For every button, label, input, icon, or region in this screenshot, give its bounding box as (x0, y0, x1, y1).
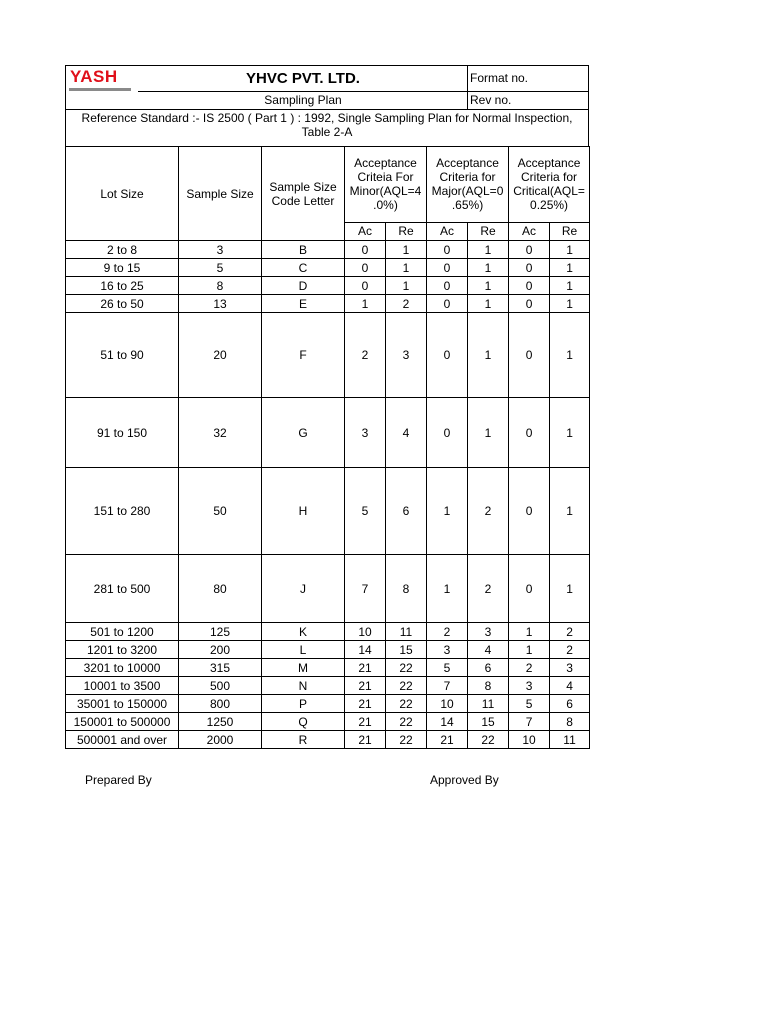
minor-re-cell: 1 (386, 259, 427, 277)
minor-ac-header: Ac (345, 222, 386, 240)
table-row (66, 277, 590, 295)
critical-re-cell: 1 (550, 241, 590, 259)
critical-ac-cell: 3 (509, 677, 550, 695)
table-row (66, 555, 590, 623)
code-letter-cell: N (262, 677, 345, 695)
minor-re-cell: 22 (386, 731, 427, 749)
lot-size-cell: 91 to 150 (66, 398, 179, 468)
major-ac-cell: 1 (427, 555, 468, 623)
minor-ac-cell: 0 (345, 241, 386, 259)
critical-re-cell: 1 (550, 555, 590, 623)
lot-size-cell: 281 to 500 (66, 555, 179, 623)
format-no-label: Format no. (470, 71, 529, 85)
major-re-cell: 15 (468, 713, 509, 731)
major-ac-cell: 1 (427, 468, 468, 555)
code-letter-cell: P (262, 695, 345, 713)
code-letter-cell: J (262, 555, 345, 623)
major-ac-cell: 5 (427, 659, 468, 677)
major-ac-cell: 7 (427, 677, 468, 695)
critical-re-cell: 2 (550, 641, 590, 659)
major-re-cell: 2 (468, 468, 509, 555)
critical-ac-cell: 2 (509, 659, 550, 677)
code-letter-cell: H (262, 468, 345, 555)
code-letter-cell: Q (262, 713, 345, 731)
major-ac-cell: 3 (427, 641, 468, 659)
major-ac-cell: 21 (427, 731, 468, 749)
lot-size-cell: 16 to 25 (66, 277, 179, 295)
major-re-cell: 1 (468, 313, 509, 398)
major-header-line-4: .65%) (451, 198, 484, 213)
minor-ac-cell: 2 (345, 313, 386, 398)
document-header (65, 65, 589, 146)
critical-re-cell: 1 (550, 398, 590, 468)
critical-ac-cell: 0 (509, 313, 550, 398)
sample-size-cell: 2000 (179, 731, 262, 749)
critical-re-cell: 11 (550, 731, 590, 749)
sample-size-cell: 500 (179, 677, 262, 695)
sample-size-cell: 13 (179, 295, 262, 313)
critical-re-cell: 2 (550, 623, 590, 641)
critical-re-cell: 3 (550, 659, 590, 677)
sample-size-cell: 200 (179, 641, 262, 659)
minor-re-cell: 22 (386, 713, 427, 731)
minor-re-cell: 8 (386, 555, 427, 623)
lot-size-cell: 1201 to 3200 (66, 641, 179, 659)
major-re-cell: 22 (468, 731, 509, 749)
code-letter-cell: L (262, 641, 345, 659)
approved-by-label: Approved By (430, 773, 499, 787)
lot-size-cell: 3201 to 10000 (66, 659, 179, 677)
minor-re-cell: 4 (386, 398, 427, 468)
major-ac-header: Ac (427, 222, 468, 240)
reference-line-1: Reference Standard :- IS 2500 ( Part 1 ) : 1992, Single Sampling Plan for Normal Inspection, (81, 111, 573, 125)
sample-size-cell: 50 (179, 468, 262, 555)
minor-re-cell: 6 (386, 468, 427, 555)
critical-header-line-2: Criteria for (521, 170, 578, 185)
major-ac-cell: 0 (427, 295, 468, 313)
sample-size-cell: 800 (179, 695, 262, 713)
code-letter-cell: R (262, 731, 345, 749)
critical-ac-cell: 0 (509, 468, 550, 555)
minor-re-cell: 3 (386, 313, 427, 398)
critical-header-line-4: 0.25%) (530, 198, 569, 213)
major-criteria-header (427, 147, 509, 223)
major-re-cell: 8 (468, 677, 509, 695)
sample-size-cell: 32 (179, 398, 262, 468)
lot-size-cell: 35001 to 150000 (66, 695, 179, 713)
minor-header-line-3: Minor(AQL=4 (349, 184, 422, 199)
critical-re-cell: 8 (550, 713, 590, 731)
critical-ac-cell: 1 (509, 641, 550, 659)
code-letter-header-line-2: Code Letter (271, 193, 335, 208)
major-ac-cell: 0 (427, 259, 468, 277)
minor-ac-cell: 21 (345, 659, 386, 677)
minor-header-line-1: Acceptance (354, 156, 417, 171)
major-ac-cell: 0 (427, 313, 468, 398)
minor-header-line-4: .0%) (373, 198, 398, 213)
sample-size-cell: 1250 (179, 713, 262, 731)
lot-size-cell: 150001 to 500000 (66, 713, 179, 731)
sample-size-cell: 80 (179, 555, 262, 623)
sample-size-cell: 8 (179, 277, 262, 295)
document-subtitle: Sampling Plan (264, 93, 342, 107)
minor-re-cell: 1 (386, 277, 427, 295)
minor-re-cell: 2 (386, 295, 427, 313)
minor-re-cell: 22 (386, 659, 427, 677)
minor-ac-cell: 0 (345, 277, 386, 295)
table-row (66, 695, 590, 713)
major-re-cell: 1 (468, 295, 509, 313)
major-header-line-2: Criteria for (439, 170, 496, 185)
logo-underline (69, 88, 131, 91)
lot-size-cell: 26 to 50 (66, 295, 179, 313)
minor-ac-cell: 14 (345, 641, 386, 659)
table-row (66, 468, 590, 555)
critical-ac-cell: 5 (509, 695, 550, 713)
minor-ac-cell: 21 (345, 677, 386, 695)
sampling-plan-sheet (65, 65, 589, 749)
code-letter-header (262, 147, 345, 241)
lot-size-cell: 9 to 15 (66, 259, 179, 277)
critical-ac-cell: 1 (509, 623, 550, 641)
critical-ac-cell: 0 (509, 241, 550, 259)
code-letter-cell: D (262, 277, 345, 295)
minor-re-cell: 1 (386, 241, 427, 259)
table-row (66, 713, 590, 731)
critical-re-cell: 4 (550, 677, 590, 695)
critical-re-cell: 1 (550, 277, 590, 295)
reference-divider (66, 109, 588, 110)
table-row (66, 731, 590, 749)
table-row (66, 241, 590, 259)
critical-ac-header: Ac (509, 222, 550, 240)
sample-size-cell: 315 (179, 659, 262, 677)
sample-size-cell: 125 (179, 623, 262, 641)
minor-re-cell: 11 (386, 623, 427, 641)
critical-criteria-header (509, 147, 590, 223)
critical-ac-cell: 7 (509, 713, 550, 731)
major-ac-cell: 0 (427, 277, 468, 295)
table-row (66, 398, 590, 468)
reference-line-2: Table 2-A (301, 125, 353, 139)
logo-cell (66, 66, 138, 91)
minor-ac-cell: 21 (345, 731, 386, 749)
minor-ac-cell: 5 (345, 468, 386, 555)
minor-ac-cell: 10 (345, 623, 386, 641)
code-letter-cell: M (262, 659, 345, 677)
code-letter-cell: C (262, 259, 345, 277)
code-letter-header-line-1: Sample Size (269, 179, 337, 194)
header-vertical-divider (467, 66, 468, 109)
lot-size-cell: 501 to 1200 (66, 623, 179, 641)
major-re-cell: 1 (468, 241, 509, 259)
column-header-row (66, 147, 590, 223)
lot-size-cell: 2 to 8 (66, 241, 179, 259)
major-ac-cell: 0 (427, 398, 468, 468)
major-ac-cell: 10 (427, 695, 468, 713)
major-header-line-1: Acceptance (436, 156, 499, 171)
major-re-cell: 1 (468, 398, 509, 468)
code-letter-cell: B (262, 241, 345, 259)
critical-re-cell: 1 (550, 313, 590, 398)
major-re-cell: 1 (468, 259, 509, 277)
minor-ac-cell: 1 (345, 295, 386, 313)
company-name: YHVC PVT. LTD. (246, 70, 360, 87)
sample-size-cell: 5 (179, 259, 262, 277)
minor-header-line-2: Criteia For (357, 170, 414, 185)
prepared-by-label: Prepared By (85, 773, 152, 787)
table-row (66, 677, 590, 695)
critical-ac-cell: 10 (509, 731, 550, 749)
critical-re-cell: 1 (550, 295, 590, 313)
table-row (66, 295, 590, 313)
sampling-table (65, 146, 590, 749)
code-letter-cell: G (262, 398, 345, 468)
critical-ac-cell: 0 (509, 555, 550, 623)
minor-re-header: Re (386, 222, 427, 240)
minor-re-cell: 15 (386, 641, 427, 659)
minor-ac-cell: 21 (345, 695, 386, 713)
lot-size-cell: 500001 and over (66, 731, 179, 749)
table-row (66, 641, 590, 659)
major-re-cell: 1 (468, 277, 509, 295)
critical-header-line-1: Acceptance (517, 156, 581, 171)
major-re-cell: 6 (468, 659, 509, 677)
table-row (66, 313, 590, 398)
sample-size-header: Sample Size (179, 147, 262, 241)
lot-size-cell: 151 to 280 (66, 468, 179, 555)
code-letter-cell: E (262, 295, 345, 313)
minor-ac-cell: 0 (345, 259, 386, 277)
critical-re-header: Re (550, 222, 590, 240)
sample-size-cell: 20 (179, 313, 262, 398)
major-re-cell: 2 (468, 555, 509, 623)
minor-re-cell: 22 (386, 677, 427, 695)
major-re-cell: 3 (468, 623, 509, 641)
reference-standard (66, 111, 588, 139)
critical-header-line-3: Critical(AQL= (513, 184, 585, 199)
sample-size-cell: 3 (179, 241, 262, 259)
major-ac-cell: 2 (427, 623, 468, 641)
critical-ac-cell: 0 (509, 259, 550, 277)
critical-re-cell: 6 (550, 695, 590, 713)
major-re-cell: 4 (468, 641, 509, 659)
lot-size-header: Lot Size (66, 147, 179, 241)
major-ac-cell: 14 (427, 713, 468, 731)
critical-ac-cell: 0 (509, 277, 550, 295)
major-header-line-3: Major(AQL=0 (431, 184, 504, 199)
minor-ac-cell: 7 (345, 555, 386, 623)
table-row (66, 659, 590, 677)
lot-size-cell: 10001 to 3500 (66, 677, 179, 695)
company-logo: YASH (70, 67, 118, 86)
critical-ac-cell: 0 (509, 398, 550, 468)
code-letter-cell: K (262, 623, 345, 641)
major-ac-cell: 0 (427, 241, 468, 259)
table-row (66, 623, 590, 641)
minor-criteria-header (345, 147, 427, 223)
critical-re-cell: 1 (550, 259, 590, 277)
table-body (66, 241, 590, 749)
critical-re-cell: 1 (550, 468, 590, 555)
minor-ac-cell: 21 (345, 713, 386, 731)
code-letter-cell: F (262, 313, 345, 398)
minor-re-cell: 22 (386, 695, 427, 713)
minor-ac-cell: 3 (345, 398, 386, 468)
critical-ac-cell: 0 (509, 295, 550, 313)
major-re-cell: 11 (468, 695, 509, 713)
table-row (66, 259, 590, 277)
major-re-header: Re (468, 222, 509, 240)
lot-size-cell: 51 to 90 (66, 313, 179, 398)
rev-no-label: Rev no. (470, 93, 512, 107)
